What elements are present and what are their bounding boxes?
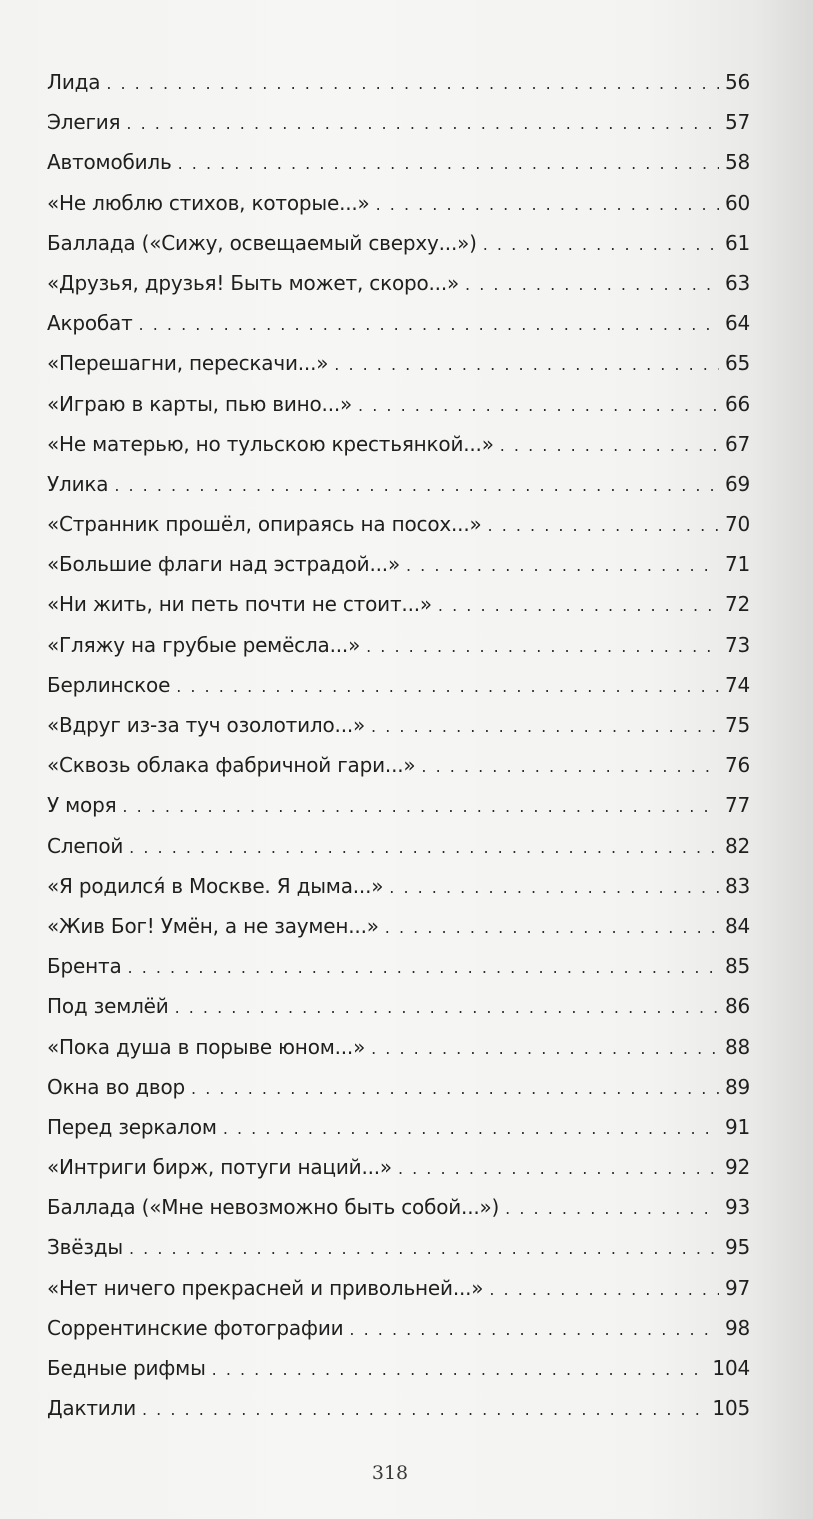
dot-leader [385,908,719,948]
dot-leader [371,1029,719,1069]
dot-leader [421,747,719,787]
dot-leader [376,185,719,225]
toc-entry-page-number: 84 [724,913,750,938]
dot-leader [139,305,719,345]
toc-entry-page-number: 61 [724,230,750,255]
dot-leader [142,1390,706,1430]
toc-entry-page-number: 76 [724,753,750,778]
toc-entry [47,1348,750,1388]
toc-entry-page-number: 70 [724,512,750,537]
toc-entry-page-number: 60 [724,190,750,215]
toc-entry-title: «Вдруг из-за туч озолотило...» [47,713,366,737]
toc-entry [47,1268,750,1308]
toc-entry-page-number: 88 [724,1034,750,1059]
dot-leader [358,386,719,426]
dot-leader [483,225,719,265]
dot-leader [122,787,719,827]
dot-leader [178,144,719,184]
dot-leader [465,265,719,305]
toc-entry-title: Звёзды [47,1235,123,1260]
toc-entry-title: «Странник прошёл, опираясь на посох...» [47,512,482,537]
toc-entry [47,1107,750,1147]
toc-entry-title: Акробат [47,311,133,336]
toc-entry [47,625,750,665]
toc-entry-title: Слепой [47,833,124,858]
toc-entry [47,142,750,182]
toc-entry [47,1067,750,1107]
dot-leader [126,104,719,144]
dot-leader [129,828,719,868]
toc-entry-page-number: 104 [712,1356,750,1380]
dot-leader [505,1189,719,1229]
toc-entry-page-number: 73 [724,632,750,657]
toc-entry-title: Брента [47,954,122,979]
toc-entry-title: Окна во двор [47,1074,186,1099]
toc-entry-title: Берлинское [47,672,171,697]
toc-entry-page-number: 69 [724,471,750,496]
toc-entry [47,223,750,263]
toc-entry [47,343,750,383]
toc-entry-title: «Жив Бог! Умён, а не заумен...» [47,913,379,938]
toc-entry-page-number: 67 [724,431,750,456]
dot-leader [129,1229,719,1269]
toc-entry-title: Баллада («Сижу, освещаемый сверху...») [47,230,477,255]
dot-leader [438,586,719,626]
dot-leader [114,466,719,506]
toc-entry [47,745,750,785]
page-number: 318 [371,1462,409,1484]
toc-entry-page-number: 75 [724,713,750,737]
dot-leader [398,1149,719,1189]
toc-entry [47,1308,750,1348]
toc-entry-title: «Пока душа в порыве юном...» [47,1034,366,1059]
toc-entry [47,705,750,745]
dot-leader [500,426,719,466]
toc-entry-page-number: 63 [724,270,750,295]
toc-entry-page-number: 93 [724,1195,750,1220]
toc-entry-title: Дактили [47,1396,136,1421]
toc-entry-title: Автомобиль [47,150,172,175]
dot-leader [334,345,719,385]
toc-entry [47,584,750,624]
dot-leader [191,1069,719,1109]
toc-entry [47,384,750,424]
toc-entry [47,1187,750,1227]
toc-entry [47,1227,750,1267]
toc-entry-page-number: 89 [724,1074,750,1099]
toc-entry-page-number: 92 [724,1155,750,1180]
toc-entry-title: «Гляжу на грубые ремёсла...» [47,632,361,657]
toc-entry-page-number: 77 [724,793,750,818]
toc-entry [47,1027,750,1067]
toc-entry-page-number: 98 [724,1315,750,1340]
toc-entry [47,183,750,223]
toc-entry-page-number: 65 [724,351,750,376]
dot-leader [106,64,719,104]
toc-entry [47,665,750,705]
toc-entry-page-number: 95 [724,1235,750,1260]
toc-entry-page-number: 56 [724,70,750,94]
toc-entry-page-number: 72 [724,592,750,617]
toc-entry [47,986,750,1026]
toc-entry [47,504,750,544]
toc-entry-title: Соррентинские фотографии [47,1315,344,1340]
toc-entry-title: «Не матерью, но тульскою крестьянкой...» [47,431,494,456]
toc-entry-page-number: 58 [724,150,750,175]
toc-entry-title: Элегия [47,110,121,135]
toc-entry [47,866,750,906]
toc-entry-page-number: 66 [724,391,750,416]
toc-entry [47,1147,750,1187]
toc-entry-title: «Ни жить, ни петь почти не стоит...» [47,592,432,617]
toc-entry-page-number: 86 [724,994,750,1019]
toc-entry [47,785,750,825]
dot-leader [349,1310,719,1350]
toc-entry [47,826,750,866]
toc-entry-page-number: 82 [724,833,750,858]
toc-entry-title: Лида [47,70,101,94]
toc-entry [47,1388,750,1428]
toc-entry-page-number: 57 [724,110,750,135]
toc-entry [47,424,750,464]
toc-entry-title: «Друзья, друзья! Быть может, скоро...» [47,270,460,295]
toc-entry-page-number: 97 [724,1275,750,1300]
dot-leader [406,546,719,586]
toc-entry-page-number: 83 [724,873,750,898]
toc-entry-page-number: 105 [712,1396,750,1421]
dot-leader [371,707,719,747]
toc-entry [47,263,750,303]
toc-entry [47,544,750,584]
dot-leader [176,667,719,707]
table-of-contents [47,62,750,1428]
toc-entry [47,464,750,504]
toc-entry-title: Бедные рифмы [47,1356,206,1380]
toc-entry-title: Перед зеркалом [47,1114,217,1139]
toc-entry-page-number: 85 [724,954,750,979]
toc-entry-title: «Я родился́ в Москве. Я дыма...» [47,873,384,898]
toc-entry-title: «Интриги бирж, потуги наций...» [47,1155,392,1180]
toc-entry [47,906,750,946]
toc-entry-title: Баллада («Мне невозможно быть собой...») [47,1195,500,1220]
dot-leader [128,948,719,988]
toc-entry [47,303,750,343]
toc-entry-title: «Сквозь облака фабричной гари...» [47,753,416,778]
toc-entry-page-number: 91 [724,1114,750,1139]
dot-leader [389,868,719,908]
dot-leader [175,988,719,1028]
toc-entry [47,946,750,986]
dot-leader [212,1350,707,1390]
toc-entry-title: «Не люблю стихов, которые...» [47,190,370,215]
toc-entry-page-number: 71 [724,552,750,577]
toc-entry-title: У моря [47,793,117,818]
toc-entry [47,62,750,102]
toc-entry-title: «Нет ничего прекрасней и привольней...» [47,1275,484,1300]
toc-entry-title: «Играю в карты, пью вино...» [47,391,353,416]
toc-entry-page-number: 64 [724,311,750,336]
dot-leader [488,506,719,546]
dot-leader [223,1109,719,1149]
toc-entry [47,102,750,142]
dot-leader [366,627,719,667]
toc-entry-title: Под землёй [47,994,169,1019]
toc-entry-title: «Перешагни, перескачи...» [47,351,329,376]
toc-entry-title: «Большие флаги над эстрадой...» [47,552,400,577]
dot-leader [489,1270,719,1310]
toc-entry-page-number: 74 [724,672,750,697]
toc-entry-title: Улика [47,471,109,496]
